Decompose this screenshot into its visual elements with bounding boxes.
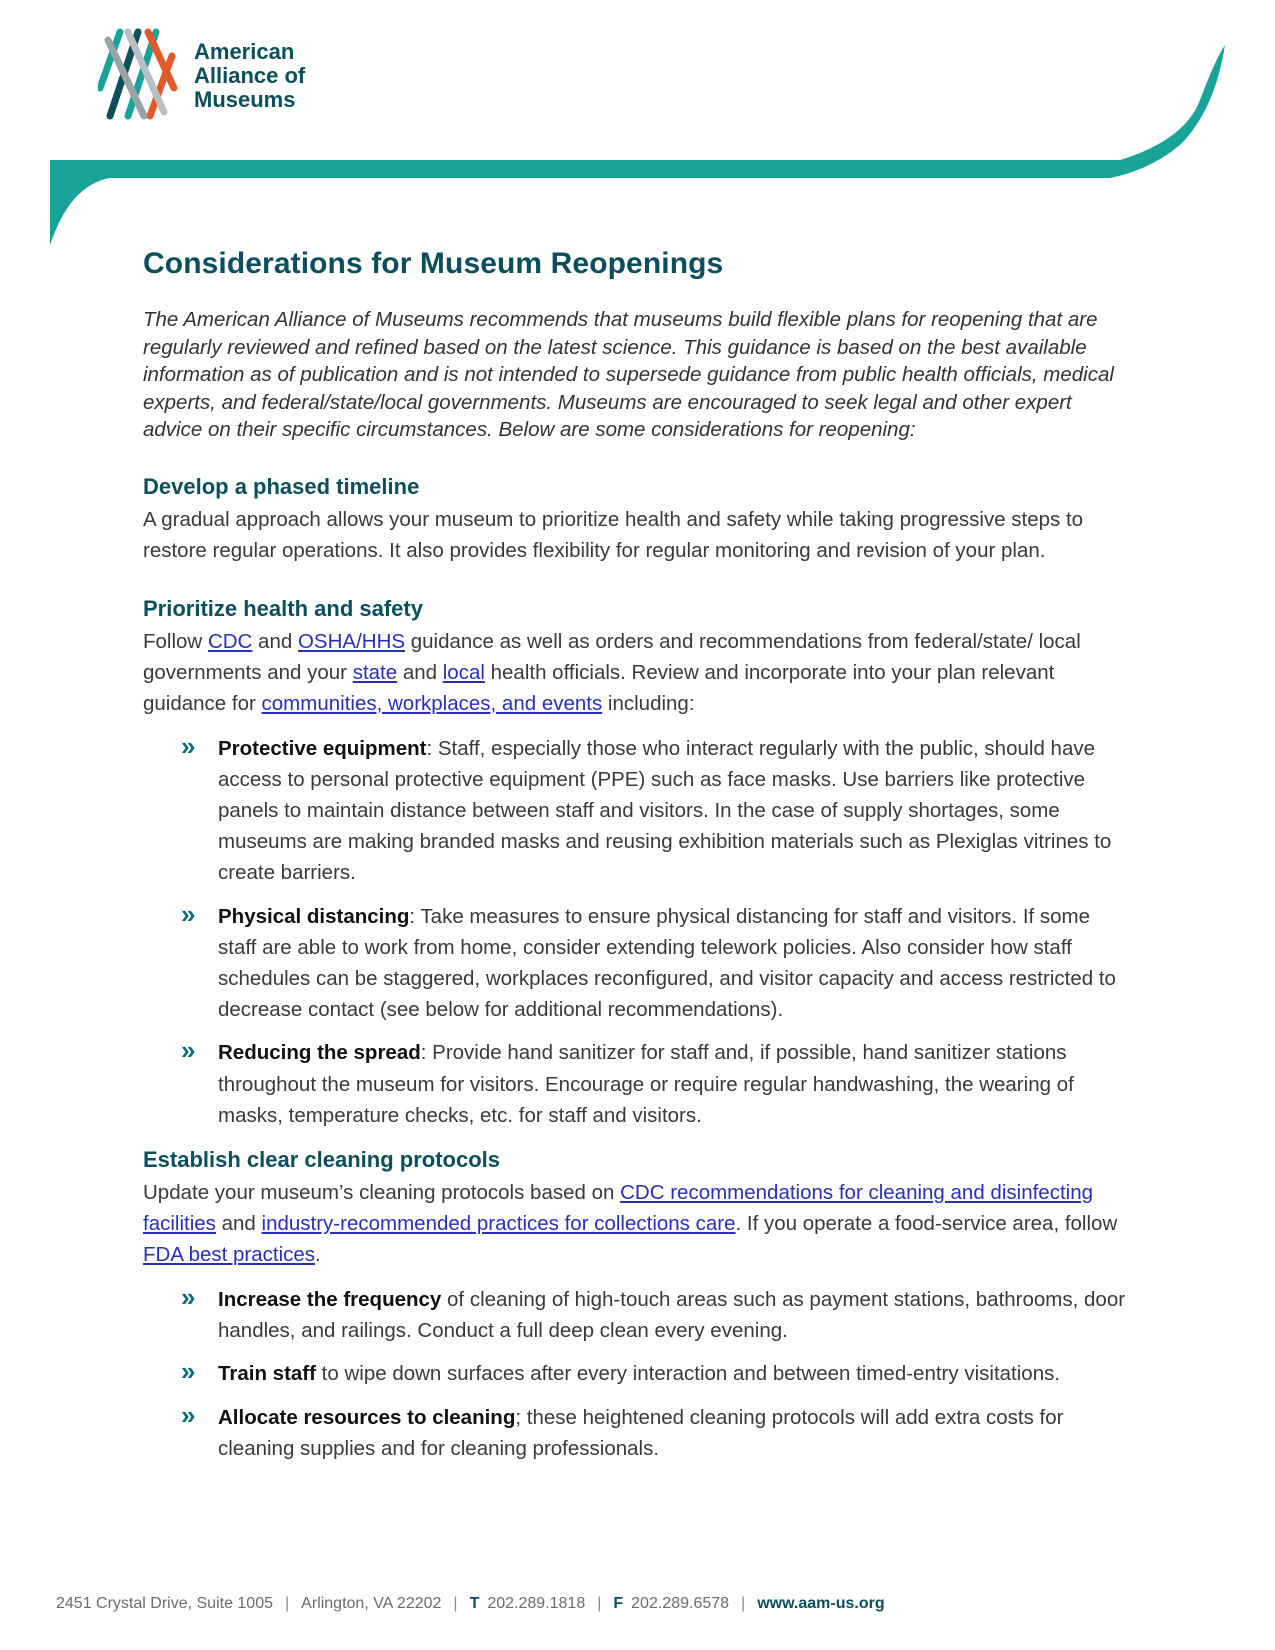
- org-name-line3: Museums: [194, 87, 296, 112]
- link-osha-hhs[interactable]: OSHA/HHS: [297, 629, 406, 653]
- footer-phone: 202.289.1818: [487, 1595, 586, 1612]
- text-fragment: health officials. Review and incorporate into your plan relevant guidance for: [143, 660, 1055, 715]
- link-communities-workplaces-events[interactable]: communities, workplaces, and events: [261, 691, 603, 715]
- text-fragment: including:: [602, 691, 695, 715]
- section-heading-health: Prioritize health and safety: [143, 595, 423, 621]
- section-body-cleaning: [143, 1177, 1128, 1270]
- text-fragment: Follow: [143, 629, 208, 653]
- footer-fax: 202.289.6578: [631, 1595, 730, 1612]
- list-item: [143, 1281, 1128, 1346]
- footer-separator: |: [285, 1595, 290, 1612]
- text-fragment: and: [397, 660, 443, 684]
- text-fragment: . If you operate a food-service area, follow: [735, 1211, 1118, 1235]
- footer-address: 2451 Crystal Drive, Suite 1005: [56, 1595, 273, 1612]
- section-heading-cleaning: Establish clear cleaning protocols: [143, 1146, 500, 1172]
- main-content: [143, 246, 1128, 1476]
- text-fragment: and: [252, 629, 298, 653]
- bullet-chevron-icon: »: [181, 1356, 196, 1387]
- footer-separator: |: [597, 1595, 602, 1612]
- bullet-text: : Staff, especially those who interact regularly with the public, should have access to personal protective equipment (PPE) such as face masks. Use barriers like protective panels to maintain distance between staff and visitors. In the case of supply shortages, some museums are making branded masks and reusing exhibition materials such as Plexiglas vitrines to create barriers.: [218, 736, 1112, 885]
- page-title: Considerations for Museum Reopenings: [143, 247, 724, 280]
- footer-city: Arlington, VA 22202: [301, 1595, 442, 1612]
- org-name-line2: Alliance of: [194, 63, 306, 88]
- footer-separator: |: [453, 1595, 458, 1612]
- bullet-chevron-icon: »: [181, 898, 196, 929]
- org-name-line1: American: [194, 39, 295, 64]
- footer-separator: |: [741, 1595, 746, 1612]
- text-fragment: Update your museum’s cleaning protocols based on: [143, 1180, 621, 1204]
- cleaning-bullet-list: [143, 1281, 1128, 1464]
- footer-phone-label: T: [469, 1595, 480, 1612]
- section-body-health: [143, 626, 1128, 719]
- list-item: [143, 1358, 1128, 1389]
- link-cdc[interactable]: CDC: [207, 629, 253, 653]
- bullet-term: Increase the frequency: [218, 1287, 442, 1311]
- text-fragment: and: [215, 1211, 262, 1235]
- link-collections-care[interactable]: industry-recommended practices for collections care: [261, 1211, 736, 1235]
- link-state[interactable]: state: [352, 660, 398, 684]
- bullet-term: Train staff: [218, 1362, 316, 1386]
- org-name: [194, 40, 305, 112]
- health-bullet-list: [143, 730, 1128, 1131]
- page-footer: [56, 1595, 885, 1613]
- header-swoosh: [0, 0, 1275, 260]
- link-local[interactable]: local: [442, 660, 485, 684]
- aam-logo-icon: [98, 26, 178, 122]
- bullet-term: Allocate resources to cleaning: [218, 1405, 516, 1429]
- bullet-text: ; these heightened cleaning protocols will add extra costs for cleaning supplies and for cleaning professionals.: [218, 1405, 1064, 1460]
- list-item: [143, 1399, 1128, 1464]
- list-item: [143, 898, 1128, 1026]
- bullet-text: of cleaning of high-touch areas such as payment stations, bathrooms, door handles, and railings. Conduct a full deep clean every evening.: [218, 1287, 1126, 1343]
- text-fragment: guidance as well as orders and recommendations from federal/state/ local governments and your: [143, 629, 1081, 684]
- bullet-text: : Take measures to ensure physical distancing for staff and visitors. If some staff are able to work from home, consider extending telework policies. Also consider how staff schedules can be staggered, workplaces reconfigured, and visitor capacity and access restricted to decrease contact (see below for additional recommendations).: [218, 904, 1116, 1022]
- bullet-chevron-icon: »: [181, 730, 196, 761]
- bullet-chevron-icon: »: [181, 1281, 196, 1312]
- bullet-text: to wipe down surfaces after every interaction and between timed-entry visitations.: [315, 1362, 1061, 1386]
- section-body-timeline: A gradual approach allows your museum to prioritize health and safety while taking progressive steps to restore regular operations. It also provides flexibility for regular monitoring and revision of your plan.: [143, 507, 1084, 562]
- list-item: [143, 1037, 1128, 1131]
- section-heading-timeline: Develop a phased timeline: [143, 473, 420, 499]
- list-item: [143, 730, 1128, 889]
- link-fda-best-practices[interactable]: FDA best practices: [143, 1242, 316, 1266]
- bullet-chevron-icon: »: [181, 1035, 196, 1066]
- link-cdc-cleaning[interactable]: CDC recommendations for cleaning and disinfecting facilities: [143, 1180, 1093, 1235]
- bullet-term: Protective equipment: [218, 736, 427, 760]
- bullet-text: : Provide hand sanitizer for staff and, if possible, hand sanitizer stations throughout the museum for visitors. Encourage or require regular handwashing, the wearing of masks, temperature checks, etc. for staff and visitors.: [218, 1041, 1074, 1127]
- footer-website-link[interactable]: www.aam-us.org: [757, 1595, 885, 1612]
- bullet-chevron-icon: »: [181, 1399, 196, 1430]
- bullet-term: Reducing the spread: [218, 1041, 421, 1065]
- footer-fax-label: F: [613, 1595, 624, 1612]
- bullet-term: Physical distancing: [218, 904, 410, 928]
- text-fragment: .: [315, 1242, 321, 1266]
- intro-paragraph: The American Alliance of Museums recommends that museums build flexible plans for reopening that are regularly reviewed and refined based on the latest science. This guidance is based on the best available information as of publication and is not intended to supersede guidance from public health officials, medical experts, and federal/state/local governments. Museums are encouraged to seek legal and other expert advice on their specific circumstances. Below are some considerations for reopening:: [143, 308, 1114, 441]
